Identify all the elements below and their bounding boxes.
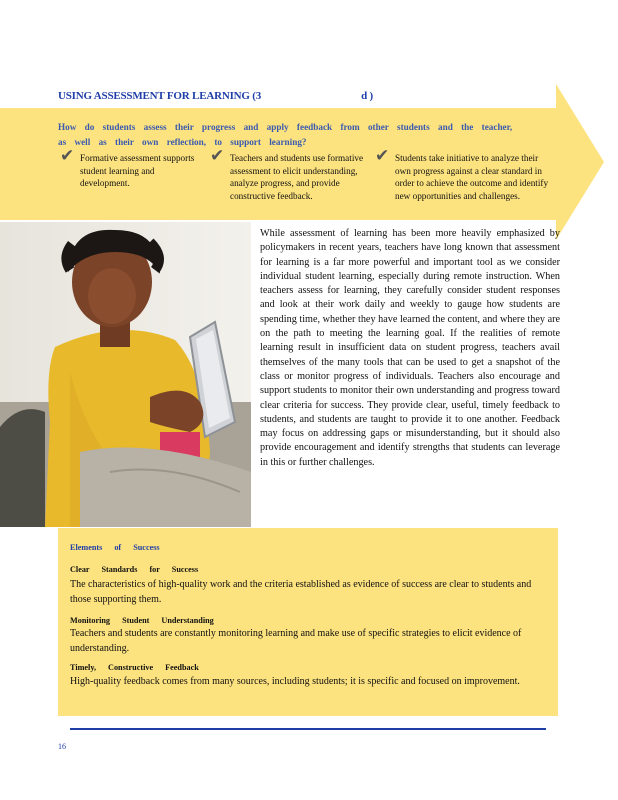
success-item-text: High-quality feedback comes from many sources, including students; it is specific and focused on improvement. — [70, 676, 520, 687]
checkmark-icon: ✔ — [60, 146, 75, 166]
banner-check-text: Teachers and students use formative assessment to elicit understanding, analyze progress, and provide constructive feedback. — [230, 153, 364, 201]
student-tablet-photo — [0, 222, 251, 527]
banner-check-text: Students take initiative to analyze their own progress against a clear standard in order to achieve the outcome and identify new opportunities and challenges. — [395, 153, 549, 201]
banner-question: How do students assess their progress and apply feedback from other students and the teacher, as well as their own reflection, to support learning? — [58, 122, 513, 147]
banner-check-item — [375, 146, 550, 202]
page-number: 16 — [58, 742, 66, 751]
success-item-heading: Monitoring Student Understanding — [70, 616, 214, 625]
elements-of-success-box — [58, 528, 558, 716]
checkmark-icon: ✔ — [210, 146, 225, 166]
footer-rule — [70, 728, 546, 730]
page-title-suffix: d ) — [361, 90, 373, 102]
success-item-heading: Clear Standards for Success — [70, 565, 199, 574]
success-item-heading: Timely, Constructive Feedback — [70, 663, 199, 672]
banner-check-item — [60, 146, 205, 190]
banner-check-text: Formative assessment supports student learning and development. — [80, 153, 195, 188]
page-title-main: USING ASSESSMENT FOR LEARNING (3 — [58, 90, 262, 102]
banner-check-item — [210, 146, 370, 202]
article-body: While assessment of learning has been more heavily emphasized by policymakers in recent years, teachers have long known that assessment for learning is a far more powerful and important tool as we consider individual student learning, especially during remote instruction. When teachers assess for learning, they carefully consider student responses and look at their work daily and weekly to gauge how students are spending time, whether they have learned the content, and where they are on the path to meeting the learning goal. If the realities of remote learning result in insufficient data on student progress, teachers avail themselves of the many tools that can be used to get a snapshot of the class or monitor progress of individuals. Teachers also encourage and support students to monitor their own understanding and progress toward clear criteria for success. They provide clear, useful, timely feedback to students, and students are taught to provide it to one another. Feedback may focus on addressing gaps or misunderstanding, but it should also provide encouragement and identify strengths that students can leverage in this or further challenges. — [260, 228, 560, 468]
success-title: Elements of Success — [70, 543, 160, 552]
success-item-text: The characteristics of high-quality work and the criteria established as evidence of success are clear to students and those supporting them. — [70, 579, 532, 605]
checkmark-icon: ✔ — [375, 146, 390, 166]
success-item-text: Teachers and students are constantly monitoring learning and make use of specific strategies to elicit evidence of understanding. — [70, 628, 522, 654]
